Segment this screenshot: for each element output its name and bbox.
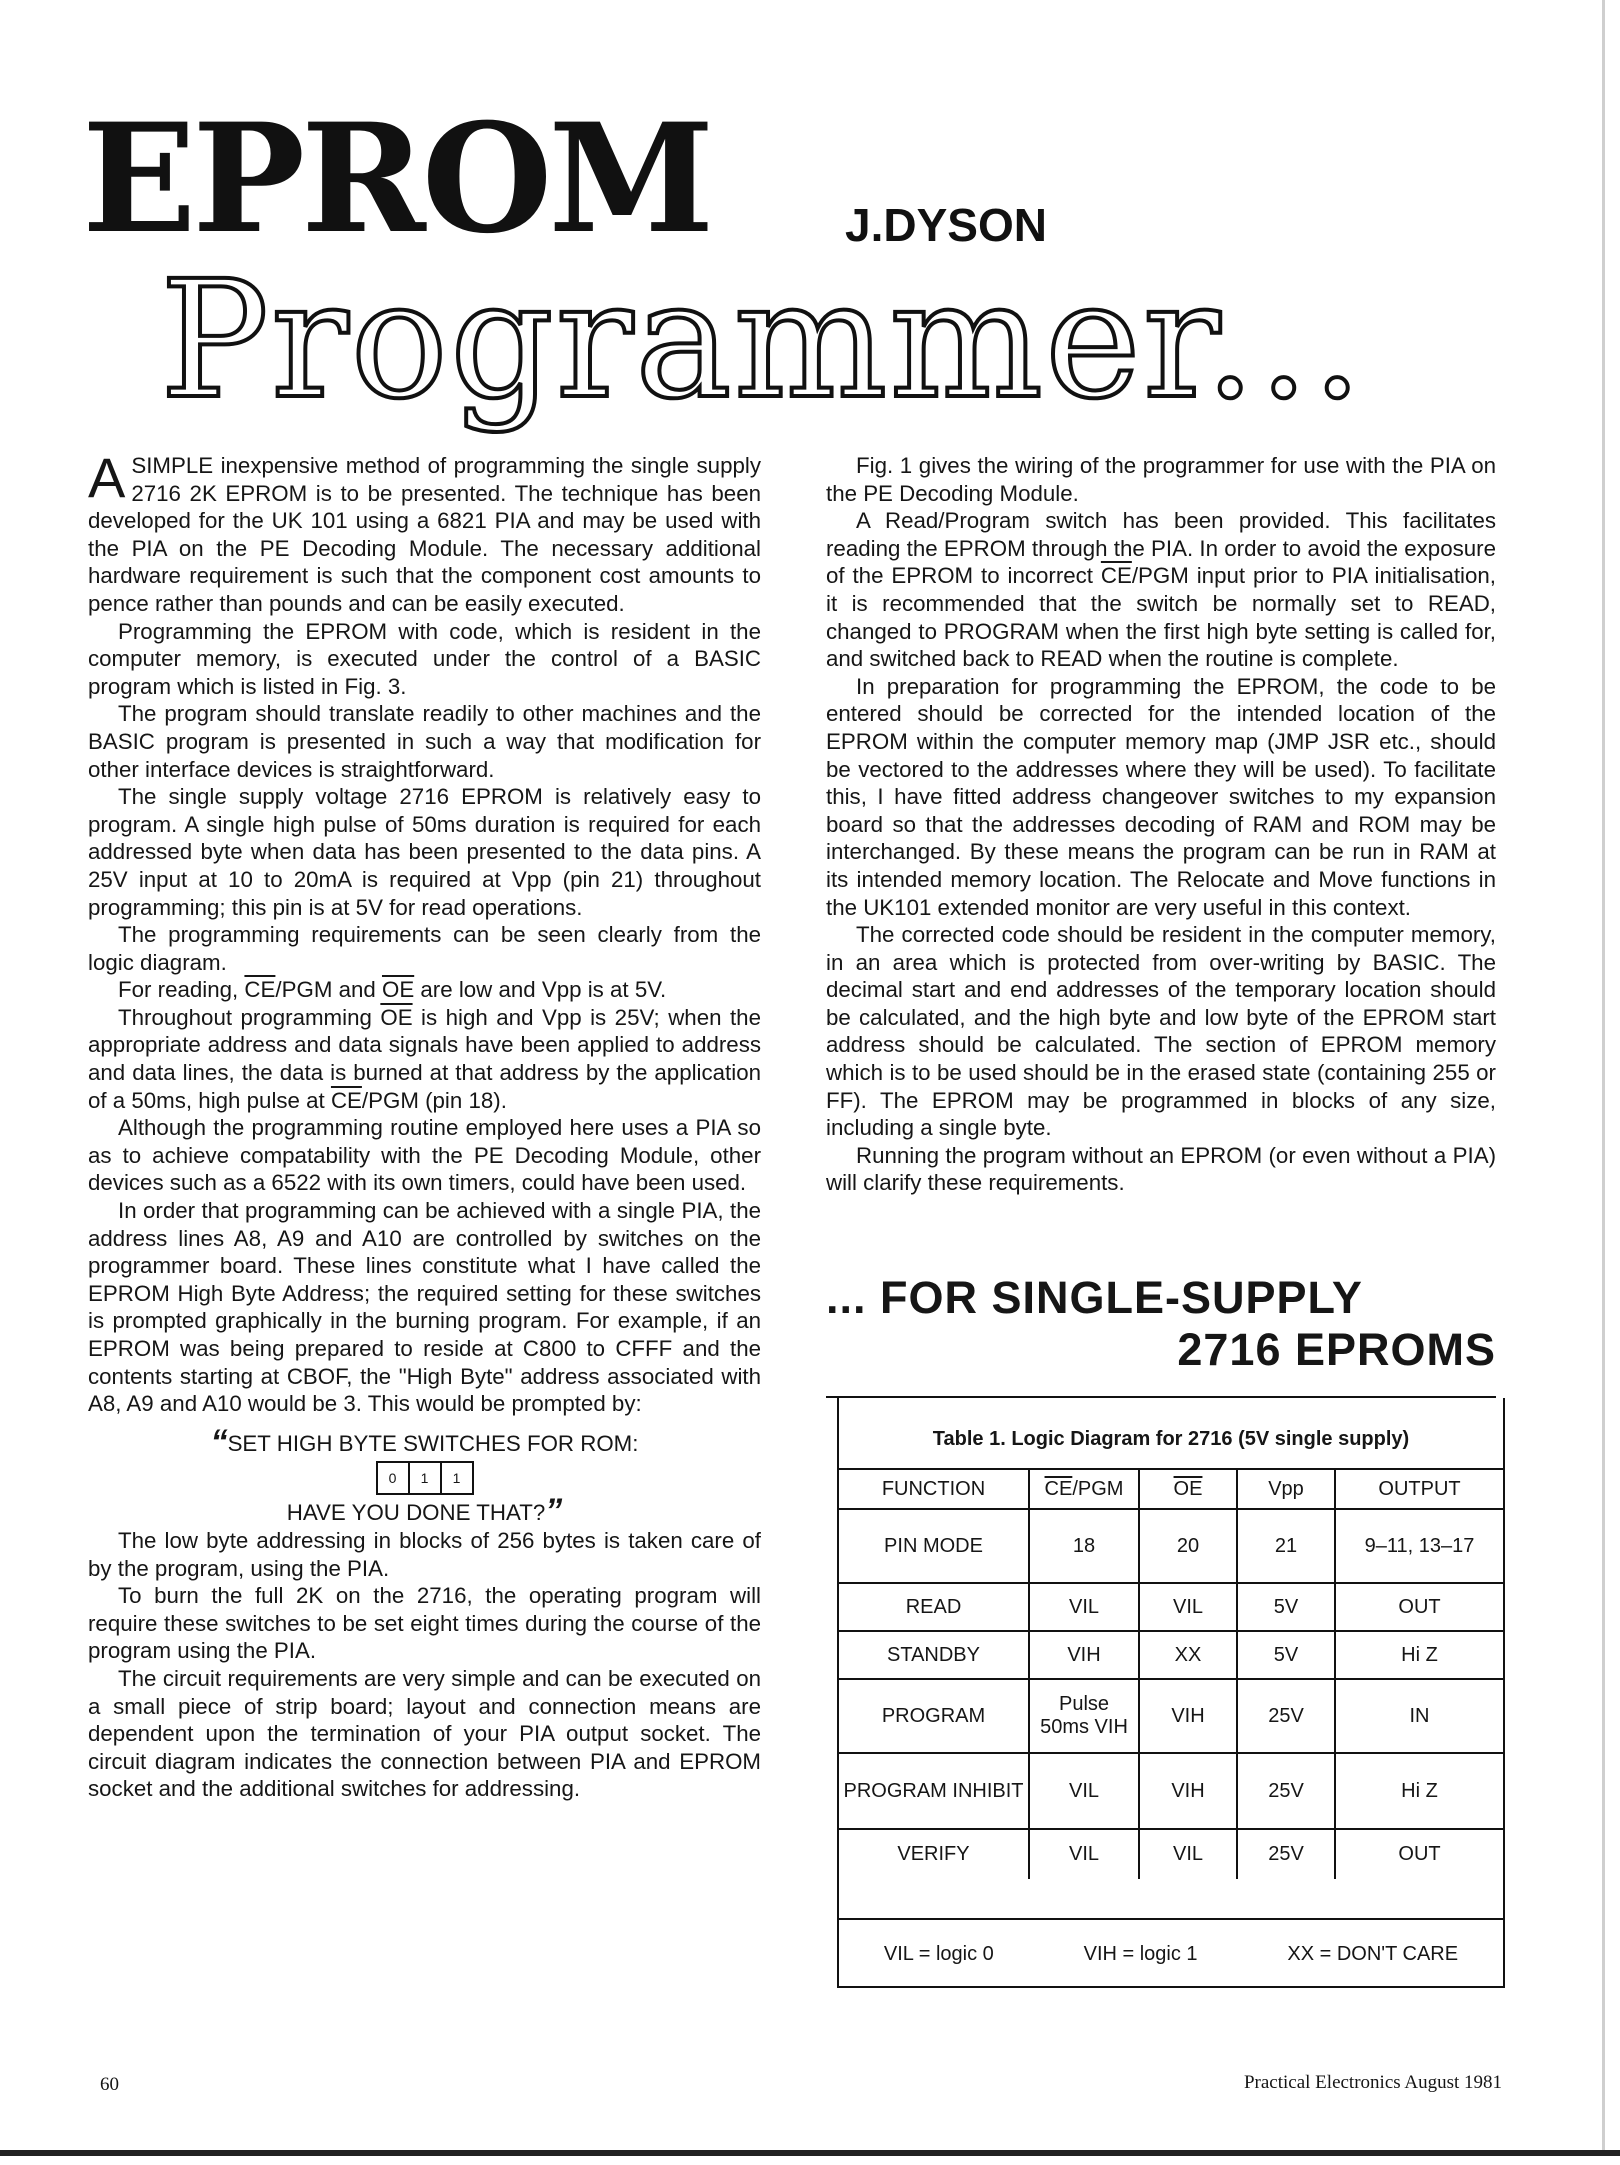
header-output: OUTPUT xyxy=(1335,1469,1503,1509)
cell-vpp: 25V xyxy=(1237,1679,1335,1753)
bit-a8: 1 xyxy=(452,1469,461,1486)
cell-function: STANDBY xyxy=(839,1631,1029,1679)
header-vpp: Vpp xyxy=(1237,1469,1335,1509)
text: A Read/Program switch has been provided. This facilitates reading the EPROM through the PIA. In order to avoid the exposure of the EPROM to incorrect xyxy=(826,508,1496,589)
publication-line: Practical Electronics August 1981 xyxy=(1243,2072,1502,2093)
table-row xyxy=(839,1631,1503,1679)
cell-vpp: 21 xyxy=(1237,1509,1335,1583)
text: are low and Vpp is at 5V. xyxy=(414,977,667,1003)
paragraph: In order that programming can be achieved with a single PIA, the address lines A8, A9 and A10 are controlled by switches on the programmer board. These lines constitute what I have called the EPROM High Byte Address; the required setting for these switches is prompted graphically in the burning program. For example, if an EPROM was being prepared to reside at C800 to CFFF and the contents starting at CBOF, the "High Byte" address associated with A8, A9 and A10 would be 3. This would be prompted by: xyxy=(88,1198,761,1417)
legend-vih: VIH = logic 1 xyxy=(1083,1942,1198,1965)
paragraph xyxy=(88,976,761,1004)
pgm-text: /PGM xyxy=(1072,1477,1124,1500)
ce-signal: $\overline{CE}$ xyxy=(330,1087,362,1113)
cell-vpp: 5V xyxy=(1237,1631,1335,1679)
paragraph xyxy=(88,1004,761,1114)
cell-vpp: 25V xyxy=(1237,1753,1335,1829)
paragraph: To burn the full 2K on the 2716, the operating program will require these switches to be set eight times during the course of the program using the PIA. xyxy=(88,1583,761,1664)
prompt-text: HAVE YOU DONE THAT? xyxy=(286,1500,546,1526)
cell-oe: VIL xyxy=(1139,1583,1237,1631)
cell-ce: VIL xyxy=(1029,1583,1139,1631)
paragraph xyxy=(826,507,1496,673)
paragraph: Although the programming routine employed here uses a PIA so as to achieve compatability with the PE Decoding Module, other devices such as a 6522 with its own timers, could have been used. xyxy=(88,1115,761,1196)
close-quote-icon: ” xyxy=(545,1492,563,1531)
left-column xyxy=(88,446,761,1803)
text: Throughout programming xyxy=(118,1004,381,1030)
cell-ce: VIH xyxy=(1029,1631,1139,1679)
text: For reading, xyxy=(118,977,245,1003)
table-row xyxy=(839,1679,1503,1753)
prompt-text: SET HIGH BYTE SWITCHES FOR ROM: xyxy=(227,1430,639,1456)
scan-bottom-edge xyxy=(0,2150,1620,2156)
open-quote-icon: “ xyxy=(210,1422,228,1461)
table-row xyxy=(839,1829,1503,1879)
ce-signal: $\overline{CE}$ xyxy=(1044,1477,1073,1500)
cell-output: IN xyxy=(1335,1679,1503,1753)
cell-vpp: 5V xyxy=(1237,1583,1335,1631)
paragraph: The programming requirements can be seen clearly from the logic diagram. xyxy=(88,922,761,975)
oe-signal: $\overline{OE}$ xyxy=(380,1004,413,1030)
ce-signal: $\overline{CE}$ xyxy=(1100,563,1132,589)
logic-table xyxy=(839,1468,1503,1879)
cell-oe: XX xyxy=(1139,1631,1237,1679)
paragraph: The single supply voltage 2716 EPROM is relatively easy to program. A single high pulse of 50ms duration is required for each addressed byte when data has been presented to the data pins. A 25V input at 10 to 20mA is required at Vpp (pin 21) throughout programming; this pin is at 5V for read operations. xyxy=(88,784,761,920)
table-row xyxy=(839,1753,1503,1829)
table-legend xyxy=(839,1918,1503,1988)
cell-oe: VIH xyxy=(1139,1753,1237,1829)
paragraph: The corrected code should be resident in the computer memory, in an area which is protected from over-writing by BASIC. The decimal start and end addresses of the temporary location should be calculated, and the high byte and low byte of the EPROM start address should be calculated. The section of EPROM memory which is to be used should be in the erased state (containing 255 or FF). The EPROM may be programmed in blocks of any size, including a single byte. xyxy=(826,922,1496,1141)
subtitle-line-1: ... FOR SINGLE-SUPPLY xyxy=(826,1272,1363,1323)
prompt-line-2 xyxy=(88,1492,761,1531)
cell-ce: VIL xyxy=(1029,1829,1139,1879)
prompt-switch-box xyxy=(88,1457,761,1499)
right-column xyxy=(826,452,1496,1197)
header-function: FUNCTION xyxy=(839,1469,1029,1509)
prompt-line-1 xyxy=(88,1422,761,1461)
legend-xx: XX = DON'T CARE xyxy=(1287,1942,1459,1965)
cell-function: VERIFY xyxy=(839,1829,1029,1879)
drop-cap: A xyxy=(88,446,126,509)
title-eprom: EPROM xyxy=(82,91,711,267)
table-row xyxy=(839,1583,1503,1631)
bit-a10: 0 xyxy=(378,1463,410,1493)
page-number: 60 xyxy=(100,2074,119,2095)
paragraph: In preparation for programming the EPROM, the code to be entered should be corrected for the intended location of the EPROM within the computer memory map (JMP JSR etc., should be vectored to the addresses where they will be used). To facilitate this, I have fitted address changeover switches to my expansion board so that the addresses decoding of RAM and ROM may be interchanged. By these means the program can be run in RAM at its intended memory location. The Relocate and Move functions in the UK101 extended monitor are very useful in this context. xyxy=(826,673,1496,920)
text: is high and Vpp is 25V; when the appropriate address and data signals have been applied to address and data lines, the data is burned at that address by the application of a 50ms, high pulse at xyxy=(88,1004,761,1113)
pulse-value: 50ms VIH xyxy=(1040,1716,1128,1738)
header-ce-pgm xyxy=(1029,1469,1139,1509)
scan-right-edge xyxy=(1602,0,1605,2150)
cell-function: READ xyxy=(839,1583,1029,1631)
ce-signal: $\overline{CE}$ xyxy=(244,977,276,1003)
paragraph: The circuit requirements are very simple and can be executed on a small piece of strip board; layout and connection means are dependent upon the termination of your PIA output socket. The circuit diagram indicates the connection between PIA and EPROM socket and the additional switches for addressing. xyxy=(88,1665,761,1802)
intro-paragraph xyxy=(88,446,761,618)
oe-signal: $\overline{OE}$ xyxy=(1173,1477,1203,1500)
title-programmer: Programmer... xyxy=(160,247,1365,435)
cell-ce: VIL xyxy=(1029,1753,1139,1829)
author-name: J.DYSON xyxy=(845,199,1047,251)
cell-output: Hi Z xyxy=(1335,1753,1503,1829)
header-oe xyxy=(1139,1469,1237,1509)
table-caption: Table 1. Logic Diagram for 2716 (5V single supply) xyxy=(932,1428,1410,1450)
cell-output: 9–11, 13–17 xyxy=(1335,1509,1503,1583)
cell-function: PROGRAM INHIBIT xyxy=(839,1753,1029,1829)
cell-ce xyxy=(1029,1679,1139,1753)
cell-vpp: 25V xyxy=(1237,1829,1335,1879)
table-row xyxy=(839,1509,1503,1583)
cell-output: OUT xyxy=(1335,1583,1503,1631)
paragraph: Running the program without an EPROM (or even without a PIA) will clarify these requirements. xyxy=(826,1142,1496,1196)
oe-signal: $\overline{OE}$ xyxy=(381,977,415,1003)
cell-ce: 18 xyxy=(1029,1509,1139,1583)
cell-output: OUT xyxy=(1335,1829,1503,1879)
text: /PGM (pin 18). xyxy=(361,1087,507,1113)
bit-a9: 1 xyxy=(410,1463,442,1493)
text: /PGM input prior to PIA initialisation, it is recommended that the switch be normally set to READ, changed to PROGRAM when the first high byte setting is called for, and switched back to READ when the routine is complete. xyxy=(826,563,1496,672)
cell-function: PIN MODE xyxy=(839,1509,1029,1583)
paragraph: Programming the EPROM with code, which is resident in the computer memory, is executed under the control of a BASIC program which is listed in Fig. 3. xyxy=(88,618,761,699)
switch-bits xyxy=(376,1461,474,1495)
paragraph: Fig. 1 gives the wiring of the programmer for use with the PIA on the PE Decoding Module. xyxy=(826,453,1496,506)
logic-table-frame xyxy=(837,1398,1505,1988)
cell-function: PROGRAM xyxy=(839,1679,1029,1753)
pulse-label: Pulse xyxy=(1058,1693,1110,1715)
legend-vil: VIL = logic 0 xyxy=(883,1942,994,1965)
text: /PGM and xyxy=(275,977,382,1003)
subtitle-line-2: 2716 EPROMS xyxy=(1177,1324,1496,1375)
paragraph-text: SIMPLE inexpensive method of programming the single supply 2716 2K EPROM is to be presented. The technique has been developed for the UK 101 using a 6821 PIA and may be used with the PIA on the PE Decoding Module. The necessary additional hardware requirement is such that the component cost amounts to pence rather than pounds and can be easily executed. xyxy=(88,453,761,616)
paragraph: The program should translate readily to other machines and the BASIC program is presented in such a way that modification for other interface devices is straightforward. xyxy=(88,701,761,782)
cell-output: Hi Z xyxy=(1335,1631,1503,1679)
cell-oe: VIH xyxy=(1139,1679,1237,1753)
section-subtitle xyxy=(826,1272,1496,1376)
table-header-row xyxy=(839,1469,1503,1509)
cell-oe: 20 xyxy=(1139,1509,1237,1583)
paragraph: The low byte addressing in blocks of 256 bytes is taken care of by the program, using the PIA. xyxy=(88,1527,761,1581)
cell-oe: VIL xyxy=(1139,1829,1237,1879)
